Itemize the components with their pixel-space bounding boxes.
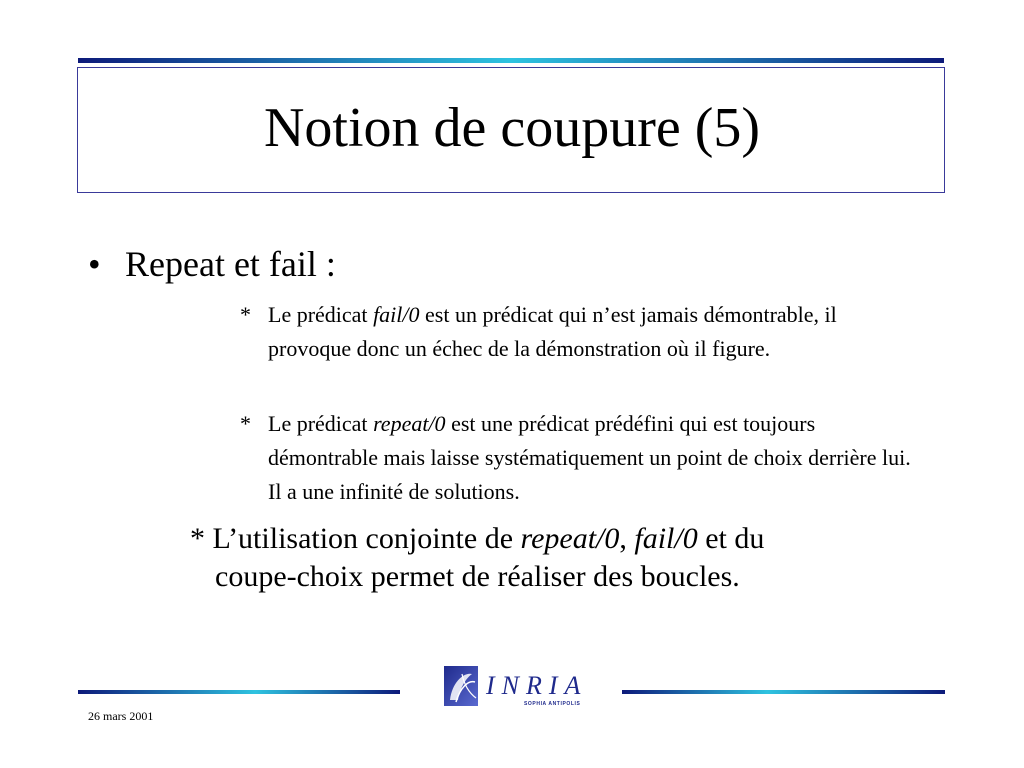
inria-logo [442,662,604,712]
logo-wordmark: INRIA [486,671,588,700]
sub-item-fail [240,298,920,366]
sub-item-text: Le prédicat repeat/0 est une prédicat prédéfini qui est toujours démontrable mais laisse systématiquement un point de choix derrière lui. Il a une infinité de solutions. [268,411,911,504]
sub-item-repeat [240,407,920,509]
bullet-label: Repeat et fail : [125,244,336,284]
footer-rule-left [78,690,400,694]
footer-date: 26 mars 2001 [88,709,154,723]
top-decorative-rule [78,58,944,63]
predicate-term: repeat/0 [373,411,446,436]
sub-item-marker: * [240,411,251,436]
sub-item-text: Le prédicat fail/0 est un prédicat qui n’est jamais démontrable, il provoque donc un échec de la démonstration où il figure. [268,302,837,361]
conclusion-note: * L’utilisation conjointe de repeat/0, fail/0 et du coupe-choix permet de réaliser des boucles. [190,520,890,596]
footer-rule-right [622,690,945,694]
note-term-repeat: repeat/0 [520,522,620,555]
bullet-repeat-fail [88,246,336,282]
note-term-fail: fail/0 [634,522,698,555]
note-line-2: coupe-choix permet de réaliser des boucles. [215,560,740,593]
slide-title: Notion de coupure (5) [263,97,761,159]
sub-item-marker: * [240,302,251,327]
predicate-term: fail/0 [373,302,420,327]
inria-logo-mark [442,662,604,712]
logo-subtitle: SOPHIA ANTIPOLIS [524,701,581,707]
bullet-marker: • [88,244,101,284]
